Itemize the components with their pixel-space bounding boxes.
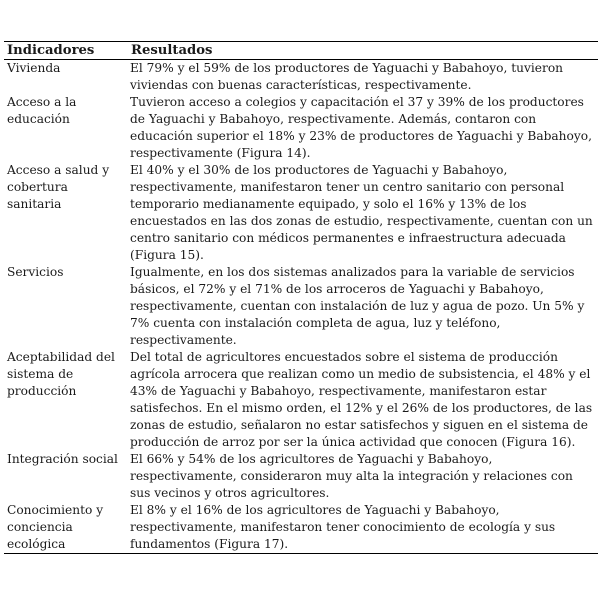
- table-row: [4, 451, 598, 502]
- header-results: Resultados: [131, 43, 213, 58]
- table-row: [4, 162, 598, 264]
- table-row: [4, 60, 598, 95]
- indicator-cell: Servicios: [7, 265, 64, 279]
- table-row: [4, 502, 598, 554]
- header-indicators: Indicadores: [7, 43, 95, 58]
- result-cell: El 40% y el 30% de los productores de Yaguachi y Babahoyo, respectivamente, manifestaron tener un centro sanitario con personal temporario medianamente equipado, y solo el 16% y 13% de los encuestados en las dos zonas de estudio, respectivamente, cuentan con un centro sanitario con médicos permanentes e infraestructura adecuada (Figura 15).: [130, 163, 593, 262]
- result-cell: El 79% y el 59% de los productores de Yaguachi y Babahoyo, tuvieron viviendas con buenas características, respectivamente.: [130, 61, 564, 92]
- table-row: [4, 349, 598, 451]
- result-cell: Tuvieron acceso a colegios y capacitación el 37 y 39% de los productores de Yaguachi y Babahoyo, respectivamente. Además, contaron con educación superior el 18% y 23% de productores de Yaguachi y Babahoyo, respectivamente (Figura 14).: [130, 95, 592, 160]
- table-header-row: [4, 42, 598, 60]
- result-cell: El 8% y el 16% de los agricultores de Yaguachi y Babahoyo, respectivamente, manifestaron tener conocimiento de ecología y sus fundamentos (Figura 17).: [130, 503, 556, 551]
- result-cell: El 66% y 54% de los agricultores de Yaguachi y Babahoyo, respectivamente, consideraron muy alta la integración y relaciones con sus vecinos y otros agricultores.: [130, 452, 573, 500]
- indicator-cell: Aceptabilidad del sistema de producción: [7, 350, 115, 398]
- indicator-cell: Conocimiento y conciencia ecológica: [7, 503, 104, 551]
- indicator-cell: Acceso a salud y cobertura sanitaria: [7, 163, 110, 211]
- indicator-cell: Vivienda: [7, 61, 61, 75]
- indicators-table-container: [4, 41, 598, 554]
- result-cell: Del total de agricultores encuestados sobre el sistema de producción agrícola arrocera que realizan como un medio de subsistencia, el 48% y el 43% de Yaguachi y Babahoyo, respectivamente, manifestaron estar satisfechos. En el mismo orden, el 12% y el 26% de los productores, de las zonas de estudio, señalaron no estar satisfechos y siguen en el sistema de producción de arroz por ser la única actividad que conocen (Figura 16).: [130, 350, 593, 449]
- result-cell: Igualmente, en los dos sistemas analizados para la variable de servicios básicos, el 72% y el 71% de los arroceros de Yaguachi y Babahoyo, respectivamente, cuentan con instalación de luz y agua de pozo. Un 5% y 7% cuenta con instalación completa de agua, luz y teléfono, respectivamente.: [130, 265, 585, 347]
- indicator-cell: Integración social: [7, 452, 118, 466]
- indicator-cell: Acceso a la educación: [7, 95, 77, 126]
- table-row: [4, 264, 598, 349]
- table-row: [4, 94, 598, 162]
- indicators-table: [4, 41, 598, 554]
